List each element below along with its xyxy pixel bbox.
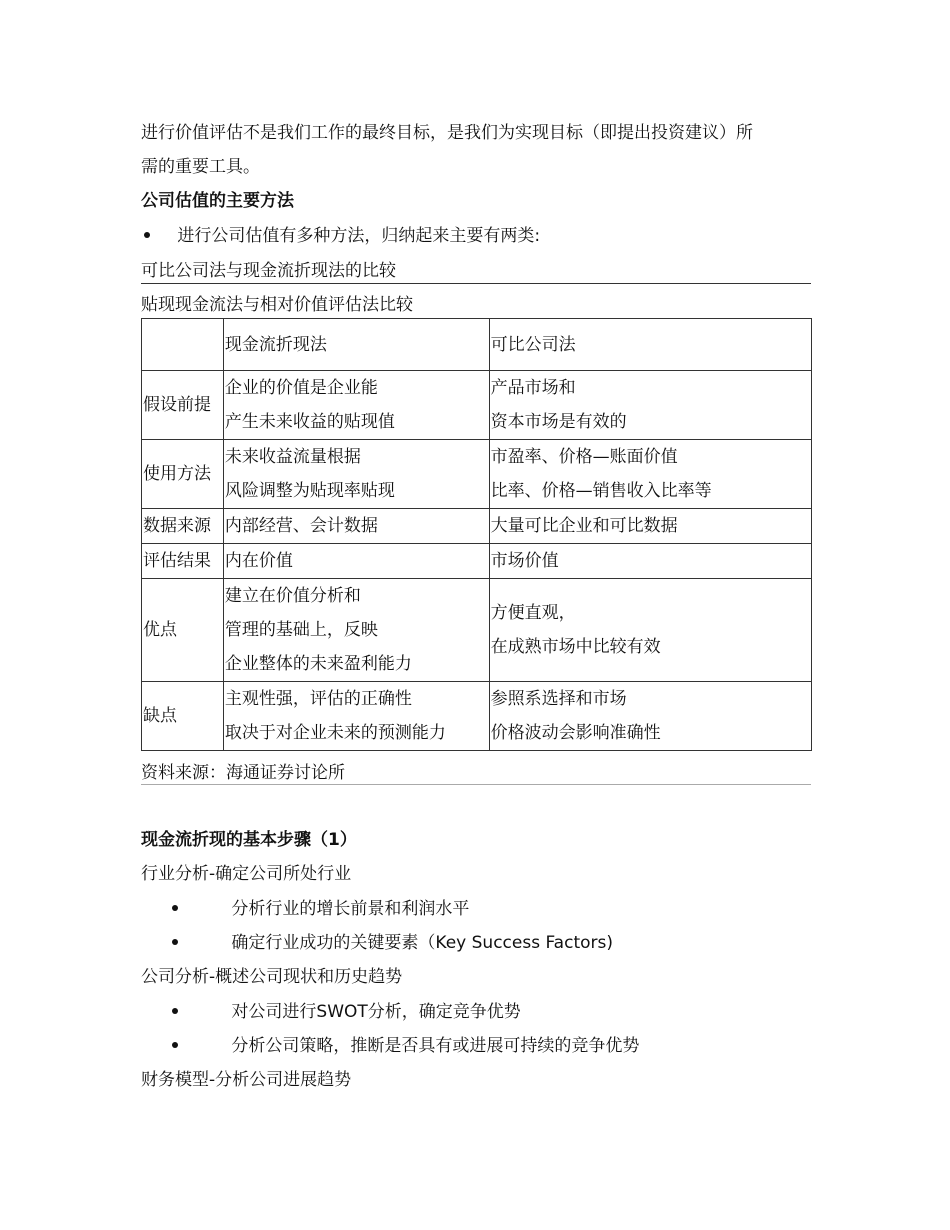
row-label: 使用方法	[142, 440, 224, 509]
cell-line: 管理的基础上，反映	[224, 620, 378, 640]
list-item	[141, 932, 613, 954]
table-row	[142, 682, 812, 751]
group-heading-financial-model: 财务模型-分析公司进展趋势	[141, 1070, 352, 1090]
group-heading-industry: 行业分析-确定公司所处行业	[141, 864, 352, 884]
row-label: 优点	[142, 579, 224, 682]
cell-line: 风险调整为贴现率贴现	[224, 481, 395, 501]
table-header-cell	[142, 319, 224, 371]
dcf-cell	[223, 371, 489, 440]
cell-line: 价格波动会影响准确性	[490, 723, 661, 743]
bullet-icon	[172, 905, 178, 911]
table-row	[142, 509, 812, 544]
cell-line: 企业整体的未来盈利能力	[224, 654, 412, 674]
bullet-text: 分析行业的增长前景和利润水平	[231, 899, 470, 919]
cell-line: 资本市场是有效的	[490, 412, 627, 432]
comp-cell	[489, 579, 811, 682]
section-title-dcf-steps: 现金流折现的基本步骤（1）	[141, 830, 357, 850]
bullet-text: 进行公司估值有多种方法，归纳起来主要有两类:	[177, 226, 541, 246]
dcf-cell: 内在价值	[223, 544, 489, 579]
bullet-text: 对公司进行SWOT分析，确定竞争优势	[231, 1002, 521, 1022]
table-source: 资料来源：海通证券讨论所	[141, 763, 345, 783]
table-row	[142, 440, 812, 509]
cell-line: 市盈率、价格—账面价值	[490, 447, 678, 467]
comparison-table	[141, 318, 812, 751]
comp-cell: 市场价值	[489, 544, 811, 579]
bullet-icon	[172, 1008, 178, 1014]
cell-line: 建立在价值分析和	[224, 586, 361, 606]
table-header-cell: 可比公司法	[489, 319, 811, 371]
row-label: 评估结果	[142, 544, 224, 579]
cell-line: 主观性强，评估的正确性	[224, 689, 412, 709]
table-row	[142, 579, 812, 682]
table-bottom-rule	[141, 784, 811, 785]
group-heading-company: 公司分析-概述公司现状和历史趋势	[141, 967, 403, 987]
list-item	[141, 1001, 521, 1023]
bullet-text: 确定行业成功的关键要素（Key Success Factors)	[231, 933, 613, 953]
bullet-icon	[172, 1042, 178, 1048]
row-label: 数据来源	[142, 509, 224, 544]
dcf-cell	[223, 682, 489, 751]
cell-line: 参照系选择和市场	[490, 689, 627, 709]
table-row	[142, 371, 812, 440]
cell-line: 比率、价格—销售收入比率等	[490, 481, 712, 501]
list-item	[141, 898, 469, 920]
cell-line: 企业的价值是企业能	[224, 378, 378, 398]
bullet-text: 分析公司策略，推断是否具有或进展可持续的竞争优势	[231, 1036, 640, 1056]
comp-cell	[489, 371, 811, 440]
table-top-rule	[141, 283, 811, 284]
comp-cell	[489, 682, 811, 751]
table-title: 贴现现金流法与相对价值评估法比较	[141, 295, 413, 315]
bullet-icon	[144, 232, 150, 238]
dcf-cell: 内部经营、会计数据	[223, 509, 489, 544]
dcf-cell	[223, 440, 489, 509]
cell-line: 产品市场和	[490, 378, 576, 398]
table-header-row	[142, 319, 812, 371]
cell-line: 取决于对企业未来的预测能力	[224, 723, 446, 743]
section-title-valuation-methods: 公司估值的主要方法	[141, 191, 294, 211]
comp-cell: 大量可比企业和可比数据	[489, 509, 811, 544]
bullet-icon	[172, 939, 178, 945]
cell-line: 在成熟市场中比较有效	[490, 637, 661, 657]
table-row	[142, 544, 812, 579]
intro-line-2: 需的重要工具。	[141, 157, 260, 177]
list-item	[141, 1035, 639, 1057]
cell-line: 方便直观，	[490, 603, 576, 623]
dcf-cell	[223, 579, 489, 682]
table-caption: 可比公司法与现金流折现法的比较	[141, 261, 396, 281]
table-header-cell: 现金流折现法	[223, 319, 489, 371]
row-label: 假设前提	[142, 371, 224, 440]
comp-cell	[489, 440, 811, 509]
cell-line: 未来收益流量根据	[224, 447, 361, 467]
cell-line: 产生未来收益的贴现值	[224, 412, 395, 432]
bullet-item	[141, 225, 540, 247]
row-label: 缺点	[142, 682, 224, 751]
intro-line-1: 进行价值评估不是我们工作的最终目标，是我们为实现目标（即提出投资建议）所	[141, 123, 753, 143]
